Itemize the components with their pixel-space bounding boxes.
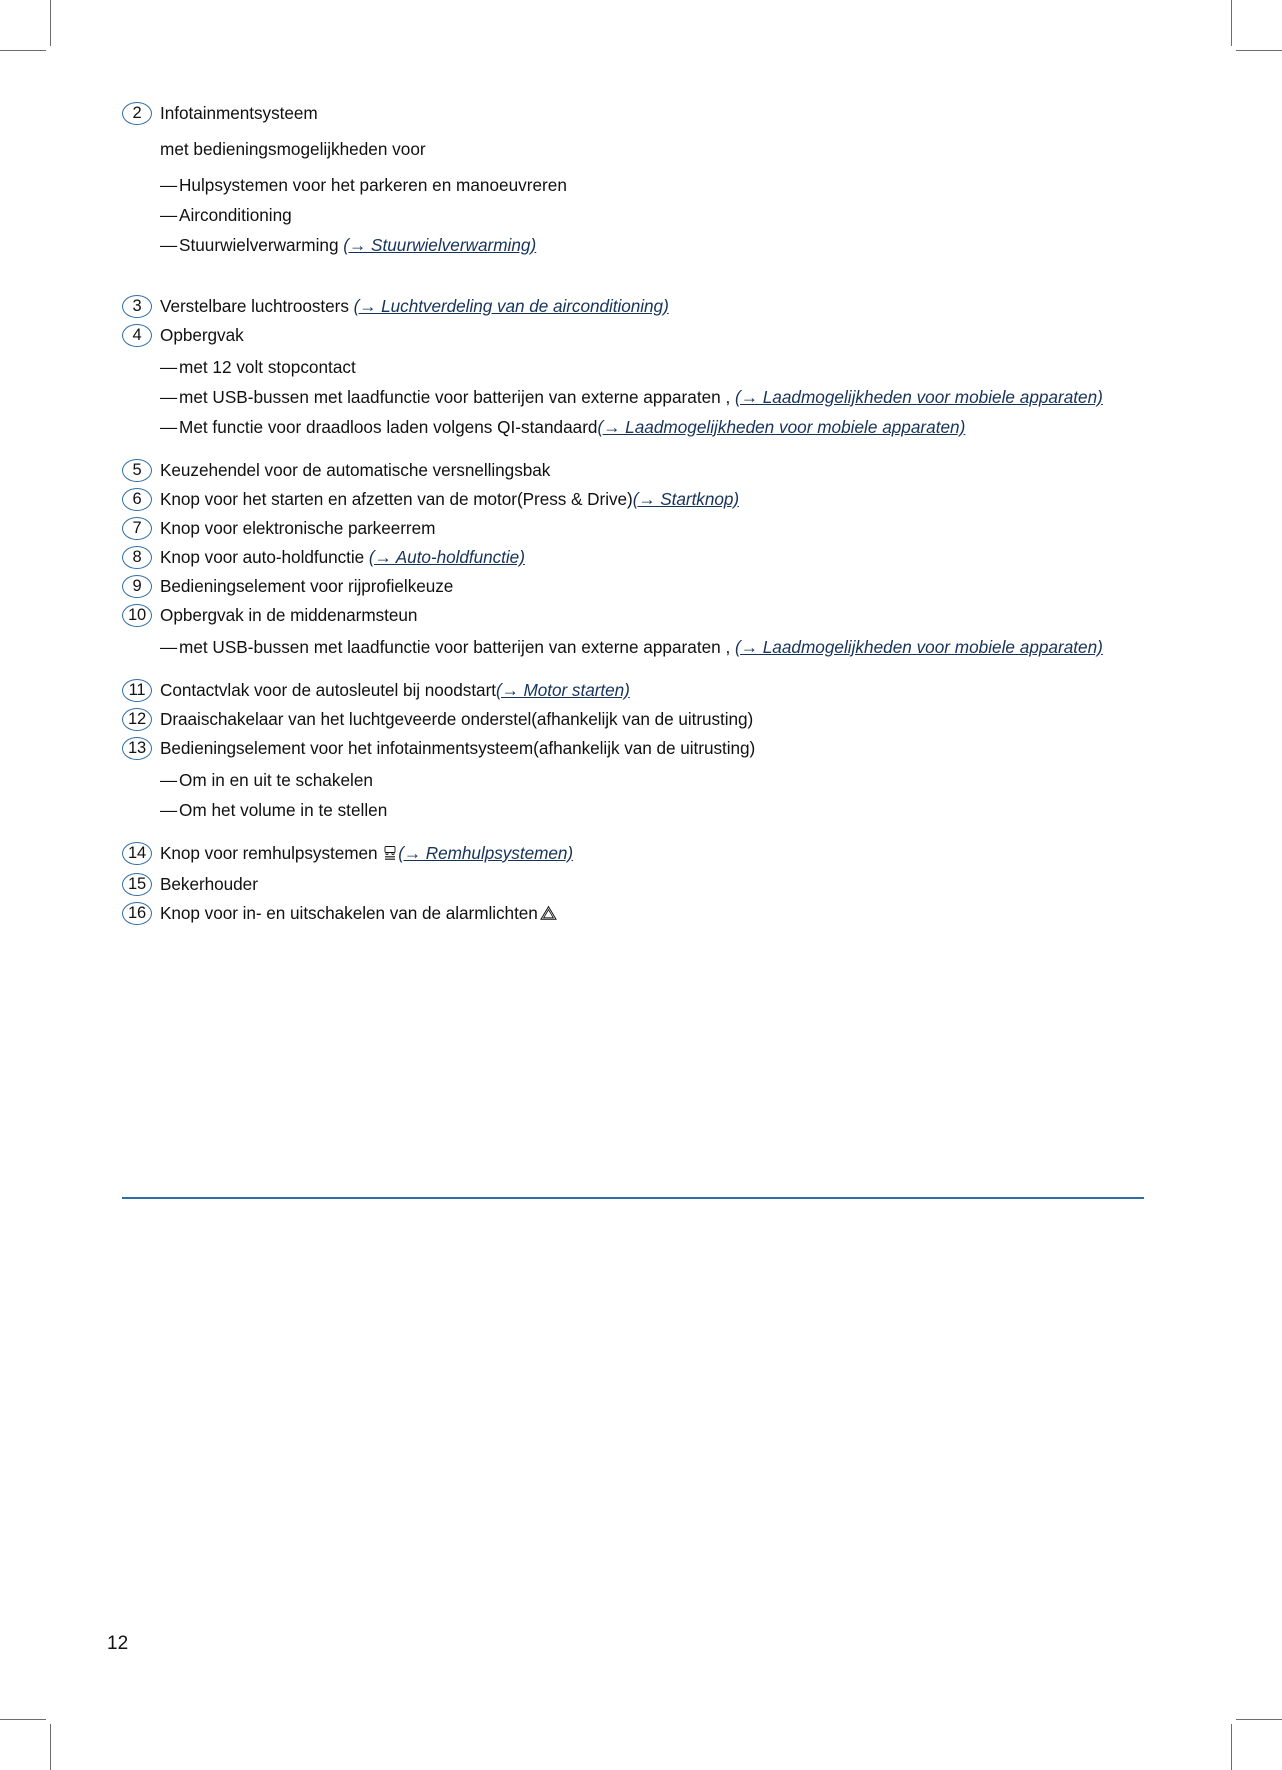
legend-item-11 [122,677,1142,704]
legend-subitem-text: Om het volume in te stellen [179,800,388,820]
legend-item-text [160,293,1142,320]
em-dash-marker: — [160,770,178,790]
legend-item-text [160,677,1142,704]
legend-subitem-label: met USB-bussen met laadfunctie voor batterijen van externe apparaten , [179,637,736,657]
legend-item-12 [122,706,1142,733]
callout-badge: 2 [122,102,152,125]
legend-item-13 [122,735,1142,762]
callout-badge: 12 [122,708,152,731]
cross-reference-link[interactable]: (→ Luchtverdeling van de airconditioning) [353,296,669,316]
legend-item-label: Knop voor in- en uitschakelen van de alarmlichten [160,903,538,923]
legend-item-8 [122,544,1142,571]
crop-mark-bottom-left-vertical [50,1724,51,1770]
legend-item-text: Opbergvak [160,325,244,345]
legend-item-label: Knop voor remhulpsystemen [160,843,383,863]
callout-badge: 13 [122,737,152,760]
callout-badge: 3 [122,295,152,318]
legend-subitem-text [179,414,1142,441]
legend-item-15 [122,871,1142,898]
legend-subitem [160,631,1142,661]
legend-item-text: Bedieningselement voor rijprofielkeuze [160,576,454,596]
legend-item-text [160,486,1142,513]
em-dash-marker: — [160,637,178,657]
legend-item-label: Knop voor auto-holdfunctie [160,547,369,567]
page-number: 12 [107,1633,129,1654]
legend-item-text: Knop voor elektronische parkeerrem [160,518,436,538]
legend-subitem-text [179,634,1142,661]
legend-subitem [160,351,1142,381]
hazard-triangle-icon [540,902,557,929]
em-dash-marker: — [160,235,178,255]
legend-item-2 [122,100,1142,127]
legend-item-10 [122,602,1142,629]
crop-mark-bottom-right-vertical [1231,1724,1232,1770]
legend-subitem-label: Stuurwielverwarming [179,235,344,255]
footer-divider-rule [122,1197,1144,1199]
callout-badge: 14 [122,842,152,865]
legend-subitem [160,794,1142,824]
legend-item-label: Knop voor het starten en afzetten van de motor(Press & Drive) [160,489,633,509]
legend-subitem [160,169,1142,199]
crop-mark-top-right-horizontal [1236,50,1282,51]
legend-item-text: Opbergvak in de middenarmsteun [160,605,418,625]
em-dash-marker: — [160,800,178,820]
cross-reference-link[interactable]: (→ Laadmogelijkheden voor mobiele apparaten) [735,637,1103,657]
callout-badge: 10 [122,604,152,627]
legend-item-5 [122,457,1142,484]
section-gap [122,441,1142,457]
legend-item-text: Keuzehendel voor de automatische versnellingsbak [160,460,551,480]
legend-subitem-text: Om in en uit te schakelen [179,770,373,790]
legend-item-text [160,900,1142,929]
section-gap [122,259,1142,293]
legend-item-9 [122,573,1142,600]
legend-subitem [160,764,1142,794]
callout-badge: 15 [122,873,152,896]
callout-badge: 6 [122,488,152,511]
legend-item-text: Bedieningselement voor het infotainmentsysteem(afhankelijk van de uitrusting) [160,738,756,758]
legend-item-text [160,840,1142,869]
em-dash-marker: — [160,205,178,225]
legend-item-2-continuation: met bedieningsmogelijkheden voor [160,139,426,159]
legend-subitem [160,199,1142,229]
em-dash-marker: — [160,175,178,195]
legend-item-6 [122,486,1142,513]
crop-mark-bottom-left-horizontal [0,1719,46,1720]
cross-reference-link[interactable]: (→ Stuurwielverwarming) [343,235,537,255]
legend-item-14 [122,840,1142,869]
section-gap [122,661,1142,677]
em-dash-marker: — [160,417,178,437]
legend-subitem-text: Hulpsystemen voor het parkeren en manoeuvreren [179,175,567,195]
legend-subitem [160,229,1142,259]
callout-badge: 4 [122,324,152,347]
legend-item-text: Bekerhouder [160,874,258,894]
legend-subitem-text: met 12 volt stopcontact [179,357,356,377]
em-dash-marker: — [160,387,178,407]
legend-item-16 [122,900,1142,929]
legend-subitem-text [179,384,1142,411]
esc-off-icon [384,842,396,869]
legend-list [122,100,1142,931]
legend-subitem-label: Met functie voor draadloos laden volgens QI-standaard [179,417,598,437]
cross-reference-link[interactable]: (→ Startknop) [632,489,740,509]
callout-badge: 11 [122,679,152,702]
crop-mark-top-left-horizontal [0,50,46,51]
cross-reference-link[interactable]: (→ Remhulpsystemen) [398,843,574,863]
legend-item-text: Draaischakelaar van het luchtgeveerde onderstel(afhankelijk van de uitrusting) [160,709,754,729]
legend-item-label: Contactvlak voor de autosleutel bij noodstart [160,680,496,700]
callout-badge: 8 [122,546,152,569]
legend-subitem-text: Airconditioning [179,205,292,225]
legend-item-7 [122,515,1142,542]
callout-badge: 9 [122,575,152,598]
em-dash-marker: — [160,357,178,377]
legend-item-text [160,544,1142,571]
legend-subitem-text [179,232,1142,259]
legend-subitem-label: met USB-bussen met laadfunctie voor batterijen van externe apparaten , [179,387,736,407]
legend-subitem [160,381,1142,411]
cross-reference-link[interactable]: (→ Laadmogelijkheden voor mobiele apparaten) [597,417,966,437]
crop-mark-top-left-vertical [50,0,51,46]
crop-mark-bottom-right-horizontal [1236,1719,1282,1720]
legend-item-3 [122,293,1142,320]
cross-reference-link[interactable]: (→ Motor starten) [495,680,630,700]
cross-reference-link[interactable]: (→ Auto-holdfunctie) [368,547,525,567]
crop-mark-top-right-vertical [1231,0,1232,46]
callout-badge: 5 [122,459,152,482]
legend-item-text: Infotainmentsysteem [160,103,318,123]
legend-subitem [160,411,1142,441]
callout-badge: 7 [122,517,152,540]
callout-badge: 16 [122,902,152,925]
legend-item-label: Verstelbare luchtroosters [160,296,354,316]
legend-item-4 [122,322,1142,349]
section-gap [122,824,1142,840]
cross-reference-link[interactable]: (→ Laadmogelijkheden voor mobiele apparaten) [735,387,1103,407]
